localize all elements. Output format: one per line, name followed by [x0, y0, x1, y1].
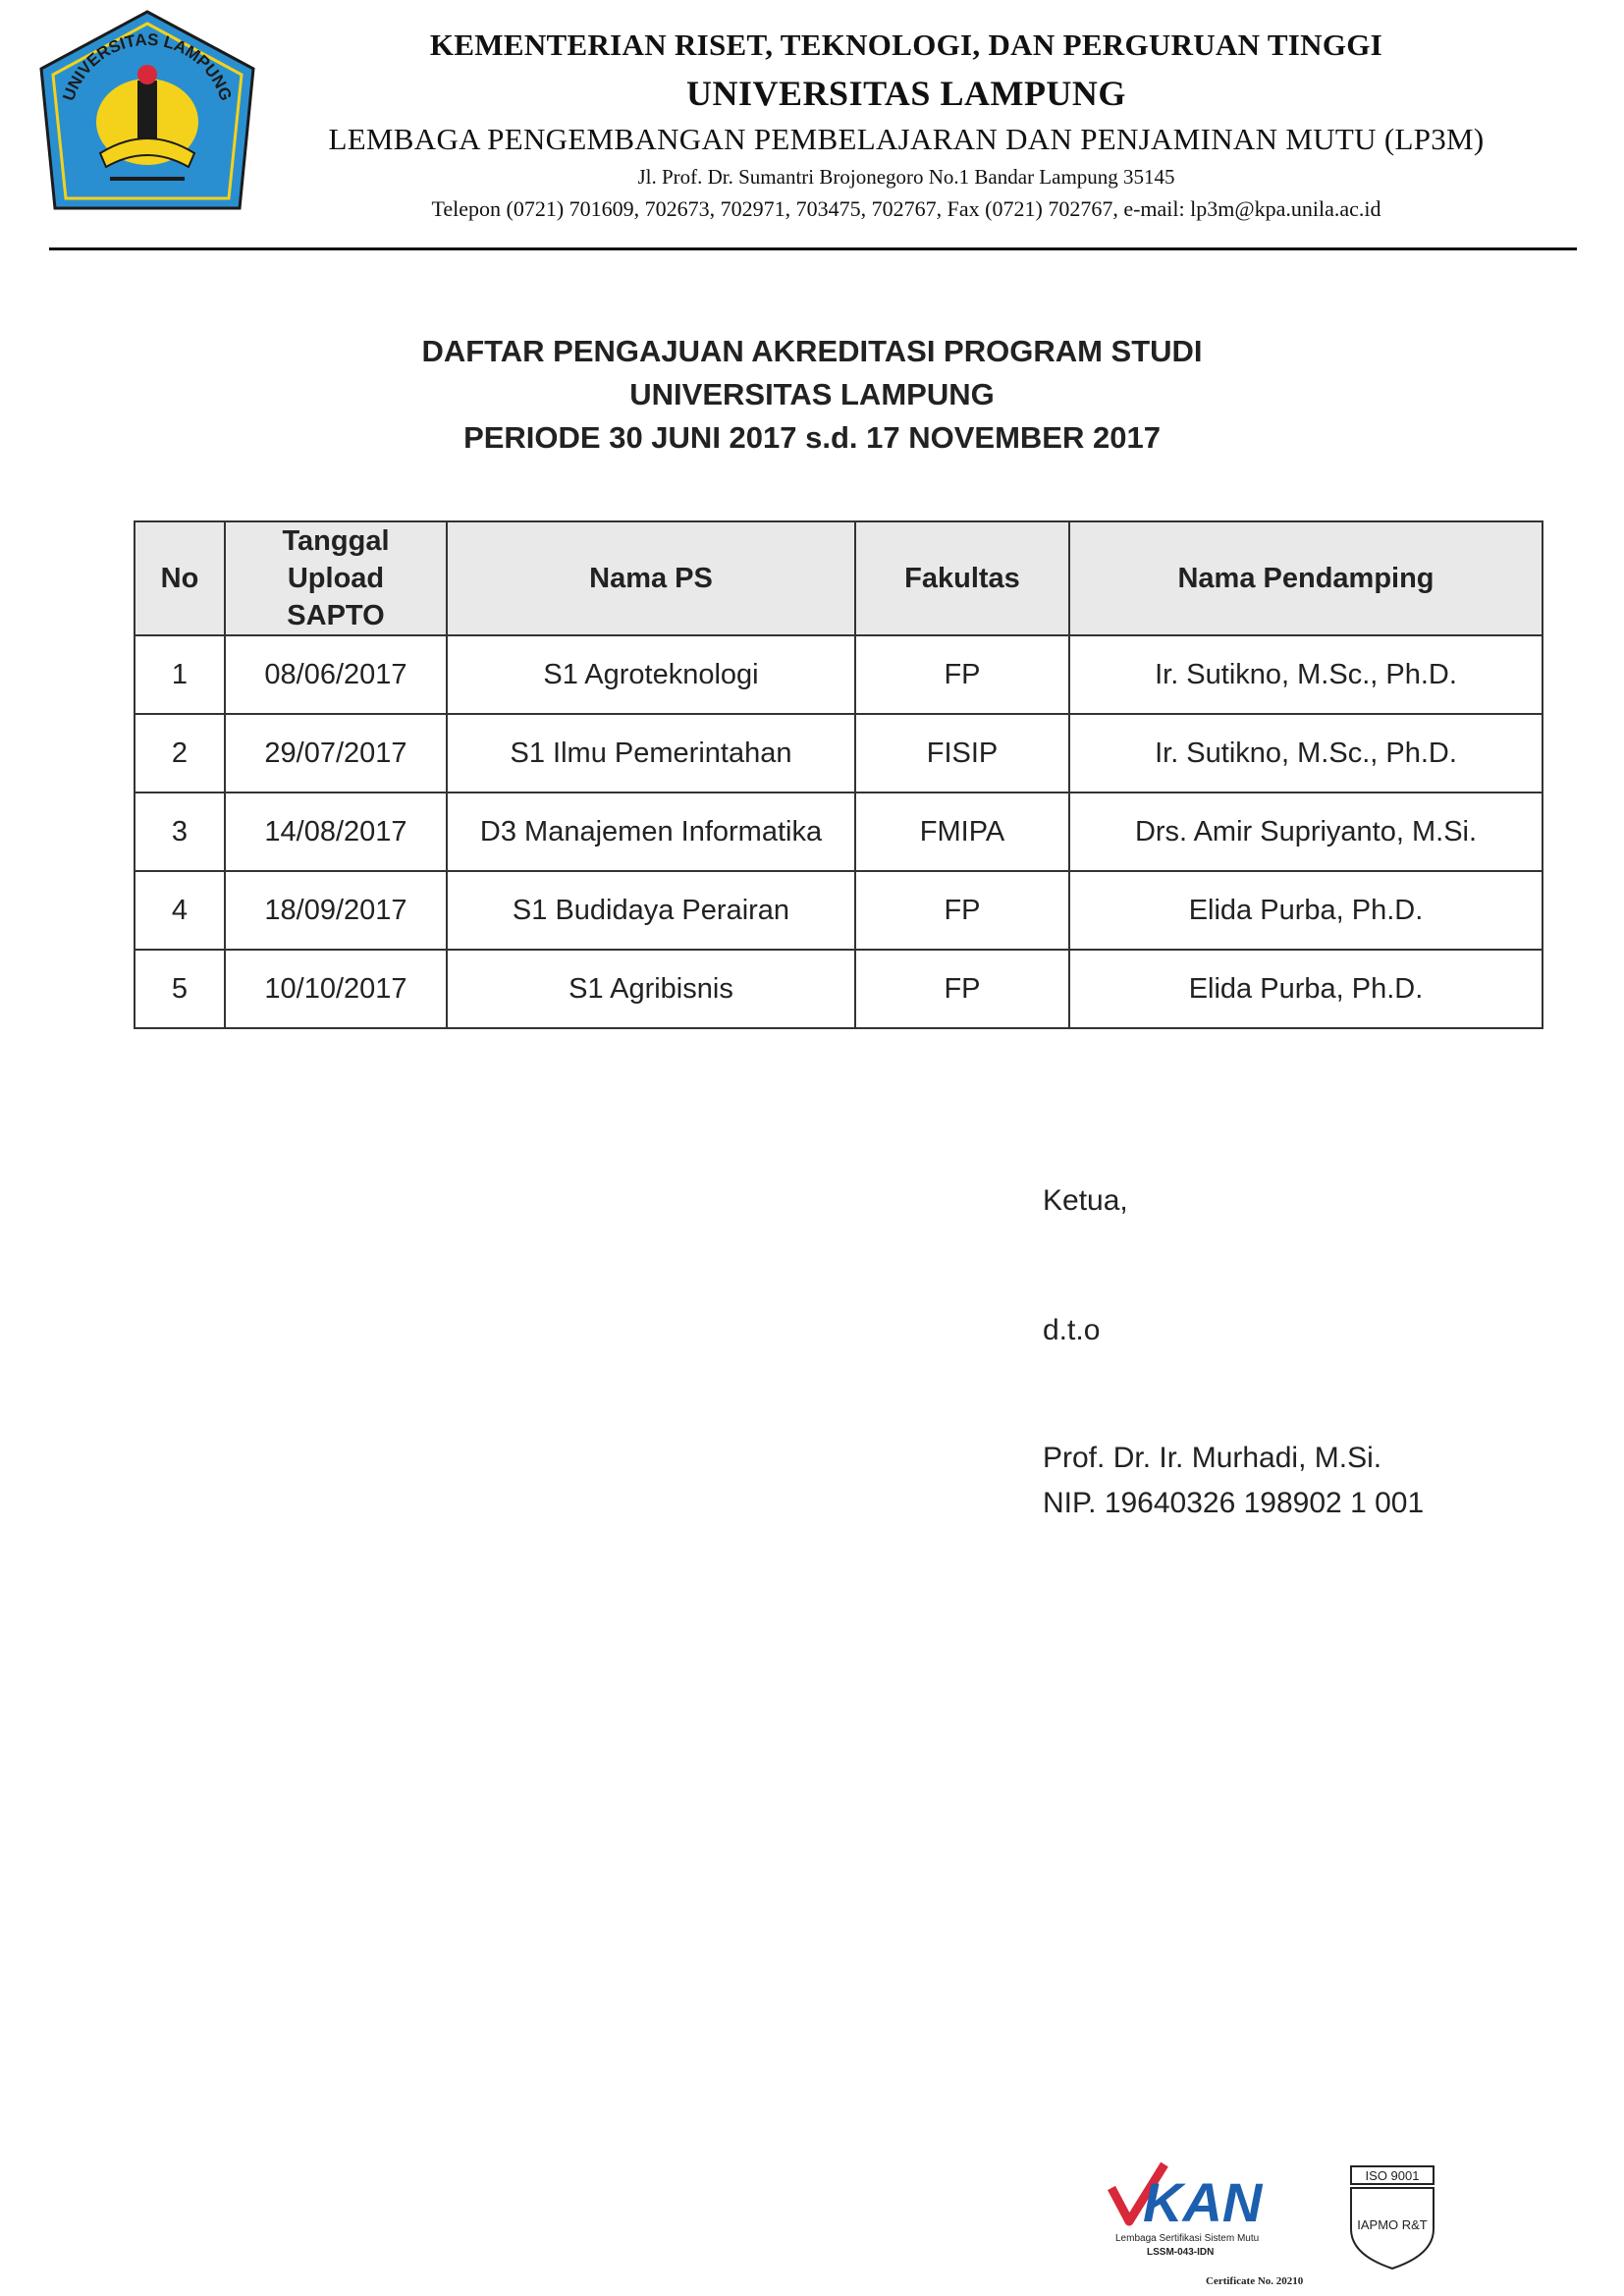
cell-pendamping: Elida Purba, Ph.D. [1069, 950, 1543, 1028]
cell-no: 4 [135, 871, 225, 950]
kan-line1: Lembaga Sertifikasi Sistem Mutu [1115, 2233, 1260, 2244]
header-tanggal-line2: Upload [287, 563, 385, 594]
university-logo [31, 6, 263, 230]
certificate-number: Certificate No. 20210 [1206, 2275, 1304, 2287]
table-row [135, 635, 1543, 714]
header-nama-ps: Nama PS [447, 521, 855, 635]
header-tanggal [225, 521, 447, 635]
signatory-name: Prof. Dr. Ir. Murhadi, M.Si. [1043, 1442, 1382, 1474]
cell-tanggal: 10/10/2017 [225, 950, 447, 1028]
cell-nama-ps: D3 Manajemen Informatika [447, 793, 855, 871]
header-fakultas: Fakultas [855, 521, 1069, 635]
contact-info: Telepon (0721) 701609, 702673, 702971, 703475, 702767, Fax (0721) 702767, e-mail: lp3m@kpa.unila.ac.id [431, 196, 1381, 221]
header-no: No [135, 521, 225, 635]
cell-fakultas: FP [855, 635, 1069, 714]
cell-tanggal: 18/09/2017 [225, 871, 447, 950]
cell-tanggal: 14/08/2017 [225, 793, 447, 871]
signatory-nip: NIP. 19640326 198902 1 001 [1043, 1487, 1425, 1519]
address: Jl. Prof. Dr. Sumantri Brojonegoro No.1 Bandar Lampung 35145 [637, 165, 1175, 189]
cell-no: 3 [135, 793, 225, 871]
cell-no: 2 [135, 714, 225, 793]
cell-no: 1 [135, 635, 225, 714]
letterhead-divider [49, 247, 1577, 250]
kan-line2: LSSM-043-IDN [1147, 2247, 1215, 2258]
accreditation-table [134, 520, 1543, 1029]
table-row [135, 950, 1543, 1028]
cell-tanggal: 08/06/2017 [225, 635, 447, 714]
cell-nama-ps: S1 Budidaya Perairan [447, 871, 855, 950]
cell-fakultas: FP [855, 950, 1069, 1028]
cell-pendamping: Drs. Amir Supriyanto, M.Si. [1069, 793, 1543, 871]
cell-nama-ps: S1 Ilmu Pemerintahan [447, 714, 855, 793]
institute-name: LEMBAGA PENGEMBANGAN PEMBELAJARAN DAN PENJAMINAN MUTU (LP3M) [328, 122, 1485, 156]
header-pendamping: Nama Pendamping [1069, 521, 1543, 635]
cell-nama-ps: S1 Agribisnis [447, 950, 855, 1028]
document-title: DAFTAR PENGAJUAN AKREDITASI PROGRAM STUDI [421, 334, 1203, 368]
cell-no: 5 [135, 950, 225, 1028]
table-row [135, 793, 1543, 871]
table-row [135, 714, 1543, 793]
signature-role: Ketua, [1043, 1184, 1128, 1217]
cell-fakultas: FISIP [855, 714, 1069, 793]
cell-fakultas: FP [855, 871, 1069, 950]
document-subtitle: UNIVERSITAS LAMPUNG [629, 377, 995, 411]
university-name: UNIVERSITAS LAMPUNG [686, 74, 1126, 113]
cell-tanggal: 29/07/2017 [225, 714, 447, 793]
signature-note: d.t.o [1043, 1314, 1101, 1346]
cell-pendamping: Ir. Sutikno, M.Sc., Ph.D. [1069, 635, 1543, 714]
iso-label: ISO 9001 [1365, 2168, 1420, 2183]
iso-mark: IAPMO R&T [1357, 2217, 1428, 2232]
table-header-row [135, 521, 1543, 635]
cell-fakultas: FMIPA [855, 793, 1069, 871]
document-period: PERIODE 30 JUNI 2017 s.d. 17 NOVEMBER 2017 [463, 420, 1161, 455]
logo-text: UNIVERSITAS LAMPUNG [59, 29, 236, 104]
cell-pendamping: Ir. Sutikno, M.Sc., Ph.D. [1069, 714, 1543, 793]
cell-pendamping: Elida Purba, Ph.D. [1069, 871, 1543, 950]
header-tanggal-line3: SAPTO [287, 600, 385, 631]
ministry-name: KEMENTERIAN RISET, TEKNOLOGI, DAN PERGURUAN TINGGI [429, 27, 1383, 62]
iso-9001-badge [1345, 2164, 1439, 2272]
kan-logo-text: KAN [1143, 2171, 1263, 2233]
cell-nama-ps: S1 Agroteknologi [447, 635, 855, 714]
table-row [135, 871, 1543, 950]
header-tanggal-line1: Tanggal [282, 525, 390, 557]
